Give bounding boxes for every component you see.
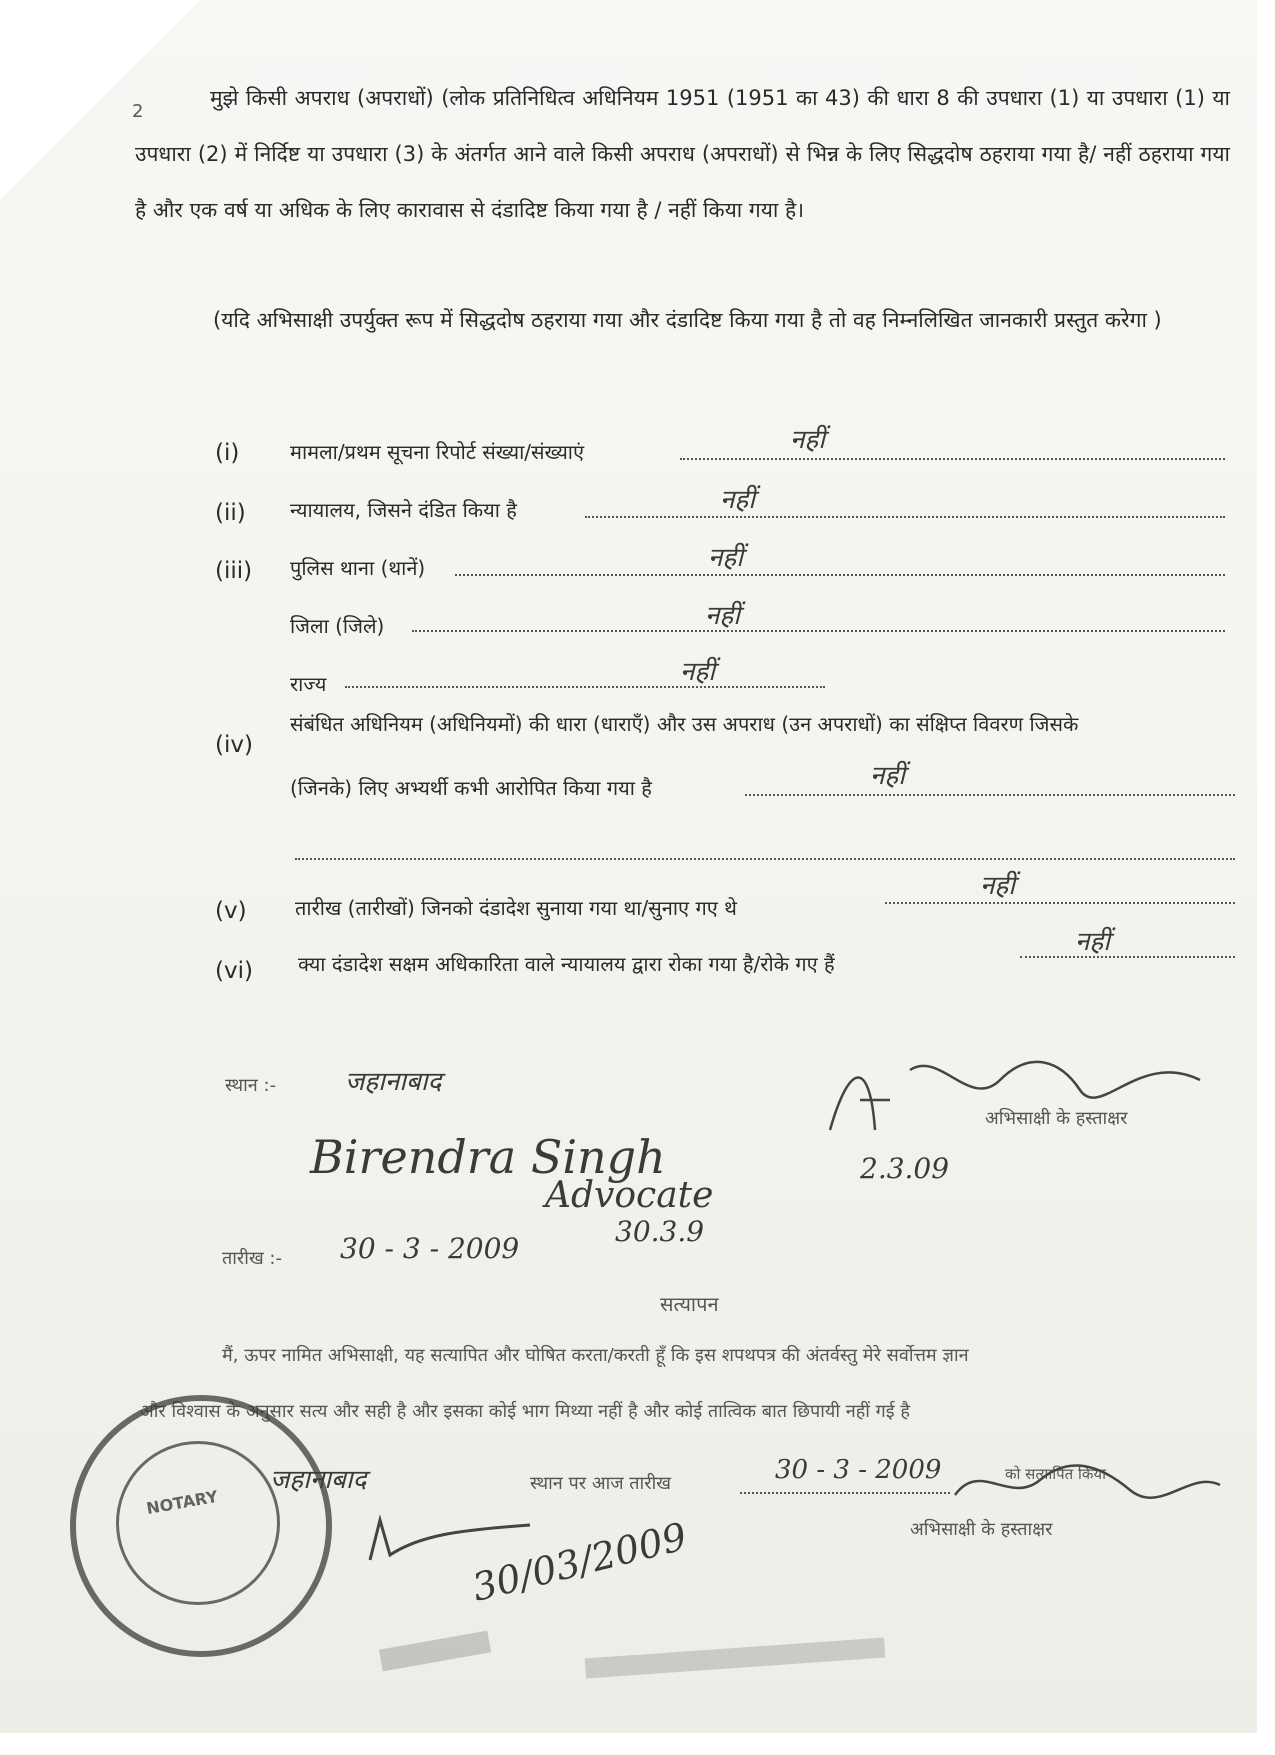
advocate-title: Advocate (545, 1175, 714, 1216)
note-text: (यदि अभिसाक्षी उपर्युक्त रूप में सिद्धदोष ठहराया गया और दंडादिष्ट किया गया है तो वह निम्नलिखित जानकारी प्रस्तुत करेगा ) (213, 308, 1162, 332)
item-label: राज्य (290, 672, 327, 696)
item-answer: नहीं (680, 657, 715, 687)
item-dotted-line (745, 776, 1235, 796)
item-answer: नहीं (790, 425, 825, 455)
notary-stamp-inner (116, 1441, 280, 1605)
place-value: जहानाबाद (345, 1067, 442, 1097)
item-number: (i) (215, 440, 240, 466)
item-dotted-line (412, 612, 1225, 632)
item-number: (vi) (215, 958, 253, 984)
verification-signature (950, 1455, 1230, 1515)
page-edge (1257, 0, 1275, 1755)
item-label: जिला (जिले) (290, 614, 385, 638)
blank-dotted-line (295, 840, 1235, 860)
item-number: (iii) (215, 558, 253, 584)
item-label: न्यायालय, जिसने दंडित किया है (290, 498, 517, 522)
notary-stamp-text: NOTARY (144, 1486, 220, 1519)
item-label: क्या दंडादेश सक्षम अधिकारिता वाले न्यायालय द्वारा रोका गया है/रोके गए हैं (298, 952, 835, 976)
verification-line-2: और विश्वास के अनुसार सत्य और सही है और इसका कोई भाग मिथ्या नहीं है और कोई तात्विक बात छिपायी नहीं गई है (140, 1401, 910, 1422)
item-dotted-line (1020, 938, 1235, 958)
item-label: पुलिस थाना (थानें) (290, 556, 426, 580)
place-label: स्थान :- (225, 1075, 277, 1096)
item-dotted-line (345, 668, 825, 688)
item-answer: नहीं (720, 485, 755, 515)
paragraph-2-text: मुझे किसी अपराध (अपराधों) (लोक प्रतिनिधित्व अधिनियम 1951 (1951 का 43) की धारा 8 की उपधारा (1) या उपधारा (1) या उपधारा (2) में निर्दिष्ट या उपधारा (3) के अंतर्गत आने वाले किसी अपराध (अपराधों) से भिन्न के लिए सिद्धदोष ठहराया गया है/ नहीं ठहराया गया है और एक वर्ष या अधिक के लिए कारावास से दंडादिष्ट किया गया है / नहीं किया गया है। (135, 86, 1230, 222)
advocate-signature: Birendra Singh (310, 1130, 666, 1184)
deponent-signature-label: अभिसाक्षी के हस्ताक्षर (985, 1108, 1128, 1129)
item-dotted-line (455, 556, 1225, 576)
item-label: संबंधित अधिनियम (अधिनियमों) की धारा (धाराएँ) और उस अपराध (उन अपराधों) का संक्षिप्त विवरण जिसके (290, 712, 1079, 736)
verification-signature-label: अभिसाक्षी के हस्ताक्षर (910, 1519, 1053, 1540)
verification-heading: सत्यापन (660, 1292, 719, 1316)
verification-line-1: मैं, ऊपर नामित अभिसाक्षी, यह सत्यापित और घोषित करता/करती हूँ कि इस शपथपत्र की अंतर्वस्तु मेरे सर्वोत्तम ज्ञान (222, 1345, 969, 1366)
verification-line-3-end: को सत्यापित किया (1005, 1465, 1106, 1483)
verification-place: जहानाबाद (270, 1465, 367, 1495)
item-number: (v) (215, 898, 247, 924)
paragraph-number: 2 (132, 101, 144, 122)
item-label: (जिनके) लिए अभ्यर्थी कभी आरोपित किया गया है (290, 776, 652, 800)
item-answer: नहीं (708, 543, 743, 573)
item-answer: नहीं (870, 761, 905, 791)
notary-date: 30/03/2009 (467, 1514, 692, 1610)
attest-date: 2.3.09 (860, 1152, 950, 1185)
advocate-date: 30.3.9 (615, 1215, 705, 1248)
date-value: 30 - 3 - 2009 (340, 1232, 520, 1265)
item-answer: नहीं (1075, 927, 1110, 957)
deponent-signature (820, 1040, 1220, 1160)
verification-line-3-mid: स्थान पर आज तारीख (530, 1473, 671, 1494)
item-answer: नहीं (980, 871, 1015, 901)
item-label: मामला/प्रथम सूचना रिपोर्ट संख्या/संख्याएं (290, 440, 585, 464)
page-edge-bottom (0, 1733, 1275, 1755)
item-number: (ii) (215, 500, 246, 526)
item-dotted-line (585, 498, 1225, 518)
date-label: तारीख :- (222, 1248, 282, 1269)
item-label: तारीख (तारीखों) जिनको दंडादेश सुनाया गया था/सुनाए गए थे (295, 896, 737, 920)
notary-stamp (70, 1395, 332, 1657)
verification-date: 30 - 3 - 2009 (775, 1455, 942, 1485)
item-dotted-line (680, 440, 1225, 460)
item-answer: नहीं (705, 601, 740, 631)
item-number: (iv) (215, 732, 253, 758)
item-dotted-line (885, 884, 1235, 904)
